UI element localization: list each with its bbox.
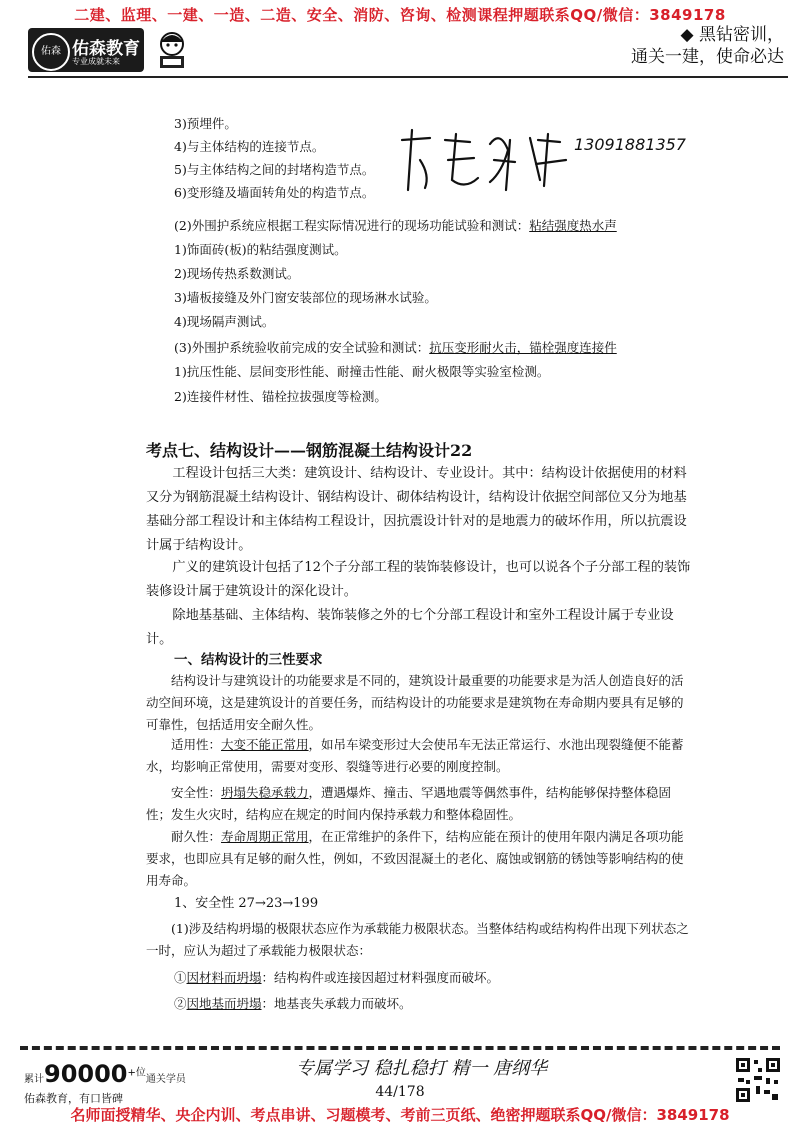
item-b-num: ② [174, 996, 187, 1011]
adapt-key: 大变不能正常用 [221, 737, 309, 752]
header-divider [28, 76, 788, 78]
list-item: 4)现场隔声测试。 [174, 314, 275, 329]
safety-key: 坍塌失稳承载力 [221, 785, 309, 800]
item-3 [174, 340, 617, 356]
item-a-key: 因材料而坍塌 [186, 970, 262, 985]
safety-number: 1、安全性 27→23→199 [174, 896, 319, 911]
logo-mark-icon: 佑森 [32, 33, 70, 71]
brand-logo [28, 28, 144, 72]
logo-name: 佑森教育 [72, 39, 140, 59]
top-banner: 二建、监理、一建、一造、二造、安全、消防、咨询、检测课程押题联系QQ/微信：3849178 [74, 6, 726, 24]
item-a-rest: ：结构构件或连接因超过材料强度而破坏。 [261, 970, 500, 985]
item-3-text: (3)外围护系统验收前完成的安全试验和测试： [174, 340, 430, 355]
paragraph-5: (1)涉及结构坍塌的极限状态应作为承载能力极限状态。当整体结构或结构构件出现下列状态之一时，应认为超过了承载能力极限状态： [146, 921, 689, 958]
signature-number: 13091881357 [574, 135, 686, 154]
list-item: 3)预埋件。 [174, 116, 237, 131]
safety-paragraph [146, 782, 692, 826]
safety-rest: ，遭遇爆炸、撞击、罕遇地震等偶然事件，结构能够保持整体稳固性；发生火灾时，结构应在规定的时间内保持承载力和整体稳固性。 [146, 785, 672, 822]
item-2 [174, 218, 617, 234]
paragraph-2: 广义的建筑设计包括了12个子分部工程的装饰装修设计，也可以说各个子分部工程的装饰装修设计属于建筑设计的深化设计。 [146, 560, 691, 599]
item-3-underline-note: 抗压变形耐火击，锚栓强度连接件 [429, 340, 617, 355]
logo-subtitle: 专业成就未来 [72, 57, 120, 66]
item-2-text: (2)外围护系统应根据工程实际情况进行的现场功能试验和测试： [174, 218, 530, 233]
item-a-num: ① [174, 970, 187, 985]
item-2-underline-note: 粘结强度热水声 [529, 218, 617, 233]
durable-paragraph [146, 826, 692, 892]
bottom-banner: 名师面授精华、央企内训、考点串讲、习题模考、考前三页纸、绝密押题联系QQ/微信：3849178 [70, 1106, 730, 1124]
list-item: 2)连接件材性、锚栓拉拔强度等检测。 [174, 389, 387, 404]
adapt-rest: ，如吊车梁变形过大会使吊车无法正常运行、水池出现裂缝便不能蓄水，均影响正常使用，需要对变形、裂缝等进行必要的刚度控制。 [146, 737, 684, 774]
footer-count-tail: 通关学员 [145, 1074, 186, 1085]
sub-title: 一、结构设计的三性要求 [174, 652, 323, 668]
header-slogan [631, 24, 784, 68]
list-item: 3)墙板接缝及外门窗安装部位的现场淋水试验。 [174, 290, 437, 305]
slogan-line-1: 黑钻密训， [699, 25, 784, 45]
section-title: 考点七、结构设计——钢筋混凝土结构设计22 [146, 441, 473, 460]
item-b-rest: ：地基丧失承载力而破坏。 [261, 996, 412, 1011]
item-b [174, 996, 412, 1012]
diamond-icon: ◆ [680, 25, 699, 45]
footer-divider [20, 1046, 780, 1050]
qr-code-icon [734, 1056, 782, 1104]
paragraph-4: 结构设计与建筑设计的功能要求是不同的，建筑设计最重要的功能要求是为活人创造良好的活动空间环境，这是建筑设计的首要任务，而结构设计的功能要求是建筑物在寿命期内要具有足够的可靠性，包括适用安全耐久性。 [146, 673, 684, 732]
list-item: 1)抗压性能、层间变形性能、耐撞击性能、耐火极限等实验室检测。 [174, 364, 550, 379]
durable-key: 寿命周期正常用 [221, 829, 309, 844]
safety-label: 安全性： [171, 785, 222, 800]
footer-brand: 佑森教育，有口皆碑 [24, 1092, 123, 1105]
adapt-label: 适用性： [171, 737, 222, 752]
footer-count: 90000 [44, 1060, 128, 1088]
item-a [174, 970, 499, 986]
durable-label: 耐久性： [171, 829, 222, 844]
footer-count-suffix: +位 [127, 1067, 146, 1079]
list-item: 6)变形缝及墙面转角处的构造节点。 [174, 185, 375, 200]
list-item: 1)饰面砖(板)的粘结强度测试。 [174, 242, 347, 257]
handwritten-signature [390, 120, 690, 210]
page-number: 44/178 [375, 1084, 425, 1100]
slogan-line-2: 通关一建，使命必达 [631, 47, 784, 67]
footer-handwriting: 专属学习 稳扎稳打 精一 唐纲华 [296, 1058, 548, 1079]
list-item: 5)与主体结构之间的封堵构造节点。 [174, 162, 375, 177]
list-item: 2)现场传热系数测试。 [174, 266, 300, 281]
mascot-icon [150, 28, 194, 72]
paragraph-3: 除地基基础、主体结构、装饰装修之外的七个分部工程设计和室外工程设计属于专业设计。 [146, 608, 674, 647]
paragraph-1: 工程设计包括三大类：建筑设计、结构设计、专业设计。其中：结构设计依据使用的材料又分为钢筋混凝土结构设计、钢结构设计、砌体结构设计，结构设计依据空间部位又分为地基基础分部工程设计和主体结构工程设计，因抗震设计针对的是地震力的破坏作用，所以抗震设计属于结构设计。 [146, 466, 687, 553]
item-b-key: 因地基而坍塌 [186, 996, 262, 1011]
adapt-paragraph [146, 734, 692, 778]
durable-rest: ，在正常维护的条件下，结构应能在预计的使用年限内满足各项功能要求，也即应具有足够的耐久性，例如，不致因混凝土的老化、腐蚀或钢筋的锈蚀等影响结构的使用寿命。 [146, 829, 684, 888]
list-item: 4)与主体结构的连接节点。 [174, 139, 325, 154]
footer-count-prefix: 累计 [24, 1074, 44, 1085]
